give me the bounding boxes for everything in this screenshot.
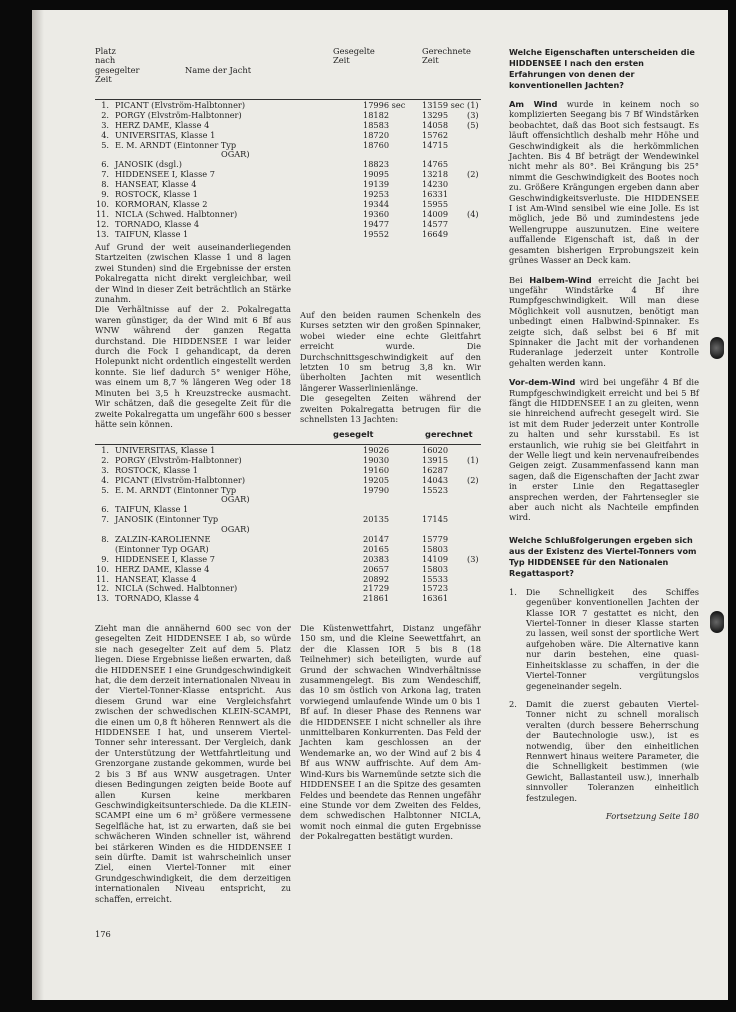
yacht-name: PICANT (Elvström-Halbtonner) xyxy=(115,100,246,110)
row-number: 10. xyxy=(95,563,109,574)
computed-time: 14043 xyxy=(422,474,449,485)
sailed-time: 20657 xyxy=(363,563,390,574)
paragraph: Zieht man die annähernd 600 sec von der gesegelten Zeit HIDDENSEE I ab, so würde sie nach gesegelter Zeit auf dem 5. Platz liegen. Diese Ergebnisse ließen erwarten, daß die HIDDENSEE I eine Grundgeschwindigkeit hat, die dem derzeit internationalen Niveau in der Viertel-Tonner-Klasse entspricht. Aus diesem Grund war eine Vergleichsfahrt zwischen der schwedischen KLEIN-SCAMPI, die einen um 0,8 ft höheren Rennwert als die HIDDENSEE I hat, und unserem Viertel-Tonner sehr interessant. Der Vergleich, dank der Unterstützung der Wettfahrtleitung und Grenzorgane zustande gekommen, wurde bei 2 bis 3 Bf aus WNW ausgetragen. Unter diesen Bedingungen zeigten beide Boote auf allen Kursen keine merkbaren Geschwindigkeitsunterschiede. Da die KLEIN-SCAMPI eine um 6 m² größere vermessene Segelfläche hat, ist zu erwarten, daß sie bei schwächeren Winden schneller ist, während bei stärkeren Winden es die HIDDENSEE I sein dürfte. Damit ist wahrscheinlich unser Ziel, einen Viertel-Tonner mit einer Grundgeschwindigkeit, die dem derzeitigen internationalen Niveau entspricht, zu schaffen, erreicht. xyxy=(95,623,291,904)
computed-time: 15955 xyxy=(422,198,449,209)
paragraph: Vor-dem-Wind wird bei ungefähr 4 Bf die Rumpfgeschwindigkeit erreicht und bei 5 Bf fängt die HIDDENSEE I an zu gleiten, wenn sie hinreichend aufrecht gesegelt wird. Sie ist mit dem Ruder jederzeit unter Kontrolle zu halten und sehr kursstabil. Es ist erstaunlich, wie ruhig sie bei Gleitfahrt in der Welle liegt und kein nervenaufreibendes Geigen zeigt. Zusammenfassend kann man sagen, daß die Eigenschaften der Jacht zwar in erster Linie den Regattasegler ansprechen werden, der Fahrtensegler sie aber auch nicht als Nachteile empfinden wird. xyxy=(509,377,699,523)
sailed-time: 19552 xyxy=(363,228,390,239)
row-number: 5. xyxy=(101,139,109,150)
yacht-name: TORNADO, Klasse 4 xyxy=(115,218,200,229)
yacht-name: TAIFUN, Klasse 1 xyxy=(115,504,189,515)
yacht-name: NICLA (Schwed. Halbtonner) xyxy=(115,583,238,594)
yacht-name: JANOSIK (Eintonner Typ xyxy=(115,514,219,525)
middle-column-text-2 xyxy=(300,623,481,842)
sailed-time: 18760 xyxy=(363,139,390,150)
yacht-name: UNIVERSITAS, Klasse 1 xyxy=(115,129,216,140)
computed-rank: (1) xyxy=(467,100,479,110)
computed-time: 17145 xyxy=(422,514,449,525)
table-row xyxy=(95,594,481,604)
continued-note: Fortsetzung Seite 180 xyxy=(605,810,699,821)
yacht-name: PORGY (Elvström-Halbtonner) xyxy=(115,109,242,120)
computed-time: 14058 xyxy=(422,119,449,130)
paragraph: Die Verhältnisse auf der 2. Pokalregatta waren günstiger, da der Wind mit 6 Bf aus WNW während der ganzen Regatta durchstand. Die HIDDENSEE I war leider durch die Fock I gehandicapt, da deren Holepunkt nicht ordentlich eingestellt werden konnte. Sie lief dadurch 5° weniger Höhe, was einem um 8,7 % längeren Weg oder 18 Minuten bei 3,5 h Kreuzstrecke ausmacht. Wir schätzen, daß die gesegelte Zeit für die zweite Pokalregatta um ungefähr 600 s besser hätte sein können. xyxy=(95,304,291,429)
sailed-time: 19477 xyxy=(363,218,390,229)
table2-header xyxy=(95,430,481,442)
row-number: 2. xyxy=(101,454,109,465)
conclusion-list xyxy=(509,587,699,803)
yacht-name-continued: OGAR) xyxy=(221,149,250,160)
list-item: 1. Die Schnelligkeit des Schiffes gegenüber konventionellen Jachten der Klasse IOR 7 gestattet es nicht, den Viertel-Tonner in dieser Klasse starten zu lassen, weil sonst der sportliche Wert aufgehoben wäre. Die Alternative kann nur darin bestehen, eine quasi-Einheitsklasse zu schaffen, in der die Viertel-Tonner vergütungslos gegeneinander segeln. xyxy=(509,586,699,691)
sailed-time: 17996 sec xyxy=(363,100,406,110)
sailed-time: 19026 xyxy=(363,445,390,455)
table-row xyxy=(95,486,481,496)
middle-column-text-1 xyxy=(300,310,481,424)
computed-time: 13218 xyxy=(422,169,449,180)
table-row xyxy=(95,515,481,525)
computed-rank: (2) xyxy=(467,474,479,485)
computed-rank: (1) xyxy=(467,454,479,465)
paragraph: Bei Halbem-Wind erreicht die Jacht bei ungefähr Windstärke 4 Bf ihre Rumpfgeschwindigkeit. Will man diese Möglichkeit voll ausnutzen, benötigt man unbedingt einen Halbwind-Spinnaker. Es zeigte sich, daß selbst bei 6 Bf mit Spinnaker die Jacht mit der vorhandenen Ruderanlage jederzeit unter Kontrolle gehalten werden kann. xyxy=(509,274,699,368)
computed-time: 15779 xyxy=(422,534,449,545)
paragraph: Am Wind wurde in keinem noch so komplizierten Seegang bis 7 Bf Windstärken beobachtet, daß das Boot sich festsaugt. Es läuft offensichtlich deshalb mehr Höhe und Geschwindigkeit als die herkömmlichen Jachten. Bis 4 Bf beträgt der Wendewinkel nicht mehr als 80°. Bei Krängung bis 25° nimmt die Geschwindigkeit des Bootes noch zu. Größere Krängungen ergeben dann aber Geschwindigkeitsverluste. Die HIDDENSEE I ist Am-Wind sensibel wie eine Jolle. Es ist möglich, jede Bö und zumindestens jede Wellengruppe auszunutzen. Eine weitere auffallende Eigenschaft ist, daß in der gesamten bisherigen Erprobungszeit kein grünes Wasser an Deck kam. xyxy=(509,99,699,266)
row-number: 13. xyxy=(95,593,109,604)
yacht-name: HIDDENSEE I, Klasse 7 xyxy=(115,553,215,564)
yacht-name: HANSEAT, Klasse 4 xyxy=(115,179,197,190)
computed-rank: (5) xyxy=(467,119,479,130)
computed-time: 16361 xyxy=(422,593,449,604)
yacht-name: NICLA (Schwed. Halbtonner) xyxy=(115,208,238,219)
sailed-time: 19160 xyxy=(363,464,390,475)
sailed-time: 21861 xyxy=(363,593,390,604)
computed-time: 14230 xyxy=(422,179,449,190)
paragraph: Die gesegelten Zeiten während der zweiten Pokalregatta betrugen für die schnellsten 13 Jachten: xyxy=(300,393,481,425)
row-number: 13. xyxy=(95,228,109,239)
computed-time: 15762 xyxy=(422,129,449,140)
computed-time: 15523 xyxy=(422,484,449,495)
section-heading: Welche Eigenschaften unterscheiden die HIDDENSEE I nach den ersten Erfahrungen von denen der konventionellen Jachten? xyxy=(509,47,695,90)
yacht-name-continued: (Eintonner Typ OGAR) xyxy=(115,543,209,554)
yacht-name-continued: OGAR) xyxy=(221,494,250,505)
row-number: 9. xyxy=(101,189,109,200)
left-column-text-2 xyxy=(95,623,291,904)
yacht-name: TORNADO, Klasse 4 xyxy=(115,593,200,604)
yacht-name: KORMORAN, Klasse 2 xyxy=(115,198,208,209)
row-number: 8. xyxy=(101,534,109,545)
sailed-time: 20147 xyxy=(363,534,390,545)
row-number: 12. xyxy=(95,218,109,229)
yacht-name: PORGY (Elvström-Halbtonner) xyxy=(115,454,242,465)
paragraph: Auf Grund der weit auseinanderliegenden Startzeiten (zwischen Klasse 1 und 8 lagen zwei Stunden) sind die Ergebnisse der ersten Pokalregatta nicht direkt vergleichbar, weil der Wind in dieser Zeit beträchtlich an Stärke zunahm. xyxy=(95,242,291,305)
computed-rank: (2) xyxy=(467,169,479,180)
computed-rank: (3) xyxy=(467,109,479,120)
computed-time: 15533 xyxy=(422,573,449,584)
binding-hole xyxy=(710,611,724,633)
table-row xyxy=(95,141,481,151)
yacht-name: HANSEAT, Klasse 4 xyxy=(115,573,197,584)
row-number: 11. xyxy=(95,208,109,219)
left-column-text-1 xyxy=(95,242,291,429)
sailed-time: 19030 xyxy=(363,454,390,465)
yacht-name: ROSTOCK, Klasse 1 xyxy=(115,464,198,475)
computed-time: 15803 xyxy=(422,543,449,554)
computed-rank: (4) xyxy=(467,208,479,219)
computed-time: 14009 xyxy=(422,208,449,219)
row-number: 6. xyxy=(101,159,109,170)
sailed-time: 20383 xyxy=(363,553,390,564)
col-sailed-header: gesegelt xyxy=(333,429,374,439)
row-number: 7. xyxy=(101,169,109,180)
col-computed-header: gerechnet xyxy=(425,429,473,439)
sailed-time: 18182 xyxy=(363,109,390,120)
yacht-name: ZALZIN-KAROLIENNE xyxy=(115,534,211,545)
computed-time: 13159 sec xyxy=(422,100,465,110)
yacht-name: E. M. ARNDT (Eintonner Typ xyxy=(115,139,237,150)
magazine-page xyxy=(32,10,728,1000)
computed-time: 14715 xyxy=(422,139,449,150)
sailed-time: 20135 xyxy=(363,514,390,525)
computed-rank: (3) xyxy=(467,553,479,564)
col-place-header: Platz nach gesegelter Zeit xyxy=(95,46,140,84)
sailed-time: 19344 xyxy=(363,198,390,209)
computed-time: 14765 xyxy=(422,159,449,170)
computed-time: 16287 xyxy=(422,464,449,475)
row-number: 6. xyxy=(101,504,109,515)
yacht-name: HERZ DAME, Klasse 4 xyxy=(115,119,210,130)
col-computed-header: Gerechnete Zeit xyxy=(422,46,471,66)
sailed-time: 18823 xyxy=(363,159,390,170)
yacht-name: ROSTOCK, Klasse 1 xyxy=(115,189,198,200)
sailed-time: 20165 xyxy=(363,543,390,554)
sailed-time: 19790 xyxy=(363,484,390,495)
sailed-time: 21729 xyxy=(363,583,390,594)
yacht-name: HERZ DAME, Klasse 4 xyxy=(115,563,210,574)
col-sailed-header: Gesegelte Zeit xyxy=(333,46,375,66)
yacht-name: JANOSIK (dsgl.) xyxy=(115,159,182,170)
table2-body xyxy=(95,446,481,604)
paragraph: Auf den beiden raumen Schenkeln des Kurses setzten wir den großen Spinnaker, wobei wieder eine echte Gleitfahrt erreicht wurde. Die Durchschnittsgeschwindigkeit auf den letzten 10 sm betrug 3,8 kn. Wir überholten Jachten mit wesentlich längerer Wasserlinienlänge. xyxy=(300,310,481,393)
section-heading: Welche Schlußfolgerungen ergeben sich aus der Existenz des Viertel-Tonners vom Typ HIDDENSEE für den Nationalen Regattasport? xyxy=(509,534,697,578)
computed-time: 15723 xyxy=(422,583,449,594)
table1-header xyxy=(95,47,480,97)
yacht-name: TAIFUN, Klasse 1 xyxy=(115,228,189,239)
computed-time: 14109 xyxy=(422,553,449,564)
computed-time: 16020 xyxy=(422,445,449,455)
sailed-time: 18583 xyxy=(363,119,390,130)
table-row xyxy=(95,230,481,240)
yacht-name: HIDDENSEE I, Klasse 7 xyxy=(115,169,215,180)
sailed-time: 19360 xyxy=(363,208,390,219)
sailed-time: 19253 xyxy=(363,189,390,200)
sailed-time: 19095 xyxy=(363,169,390,180)
sailed-time: 18720 xyxy=(363,129,390,140)
row-number: 11. xyxy=(95,573,109,584)
row-number: 2. xyxy=(101,109,109,120)
col-name-header: Name der Jacht xyxy=(185,64,252,75)
computed-time: 13915 xyxy=(422,454,449,465)
computed-time: 14577 xyxy=(422,218,449,229)
row-number: 5. xyxy=(101,484,109,495)
computed-time: 13295 xyxy=(422,109,449,120)
row-number: 3. xyxy=(101,119,109,130)
row-number: 9. xyxy=(101,553,109,564)
sailed-time: 20892 xyxy=(363,573,390,584)
row-number: 1. xyxy=(101,100,109,110)
table1-body xyxy=(95,101,481,239)
row-number: 7. xyxy=(101,514,109,525)
page-edge-shadow xyxy=(32,10,44,1000)
list-item: 2. Damit die zuerst gebauten Viertel-Tonner nicht zu schnell moralisch veralten (durch bessere Beherrschung der Bautechnologie usw.), ist es notwendig, über den einheitlichen Rennwert hinaus weitere Parameter, die die Schnelligkeit bestimmen (wie Gewicht, Ballastanteil usw.), innerhalb sinnvoller Toleranzen einheitlich festzulegen. xyxy=(509,698,699,803)
right-column xyxy=(509,47,699,821)
row-number: 12. xyxy=(95,583,109,594)
computed-time: 16331 xyxy=(422,189,449,200)
sailed-time: 19139 xyxy=(363,179,390,190)
row-number: 4. xyxy=(101,474,109,485)
computed-time: 16649 xyxy=(422,228,449,239)
binding-hole xyxy=(710,337,724,359)
yacht-name: UNIVERSITAS, Klasse 1 xyxy=(115,445,216,455)
page-number: 176 xyxy=(95,929,111,939)
row-number: 8. xyxy=(101,179,109,190)
yacht-name-continued: OGAR) xyxy=(221,524,250,535)
computed-time: 15803 xyxy=(422,563,449,574)
sailed-time: 19205 xyxy=(363,474,390,485)
yacht-name: PICANT (Elvström-Halbtonner) xyxy=(115,474,246,485)
yacht-name: E. M. ARNDT (Eintonner Typ xyxy=(115,484,237,495)
row-number: 3. xyxy=(101,464,109,475)
paragraph: Die Küstenwettfahrt, Distanz ungefähr 150 sm, und die Kleine Seewettfahrt, an der die Klassen IOR 5 bis 8 (18 Teilnehmer) sich beteiligten, wurde auf Grund der schwachen Windverhältnisse zusammengelegt. Bis zum Wendeschiff, das 10 sm östlich von Arkona lag, traten vorwiegend umlaufende Winde um 0 bis 1 Bf auf. In dieser Phase des Rennens war die HIDDENSEE I nicht schneller als ihre unmittelbaren Konkurrenten. Das Feld der Jachten kam geschlossen an der Wendemarke an, wo der Wind auf 2 bis 4 Bf aus WNW auffrischte. Auf dem Am-Wind-Kurs bis Warnemünde setzte sich die HIDDENSEE I an die Spitze des gesamten Feldes und beendete das Rennen ungefähr eine Stunde vor dem Zweiten des Feldes, dem schwedischen Halbtonner NICLA, womit noch einmal die guten Ergebnisse der Pokalregatten bestätigt wurden. xyxy=(300,623,481,842)
row-number: 10. xyxy=(95,198,109,209)
row-number: 4. xyxy=(101,129,109,140)
row-number: 1. xyxy=(101,445,109,455)
